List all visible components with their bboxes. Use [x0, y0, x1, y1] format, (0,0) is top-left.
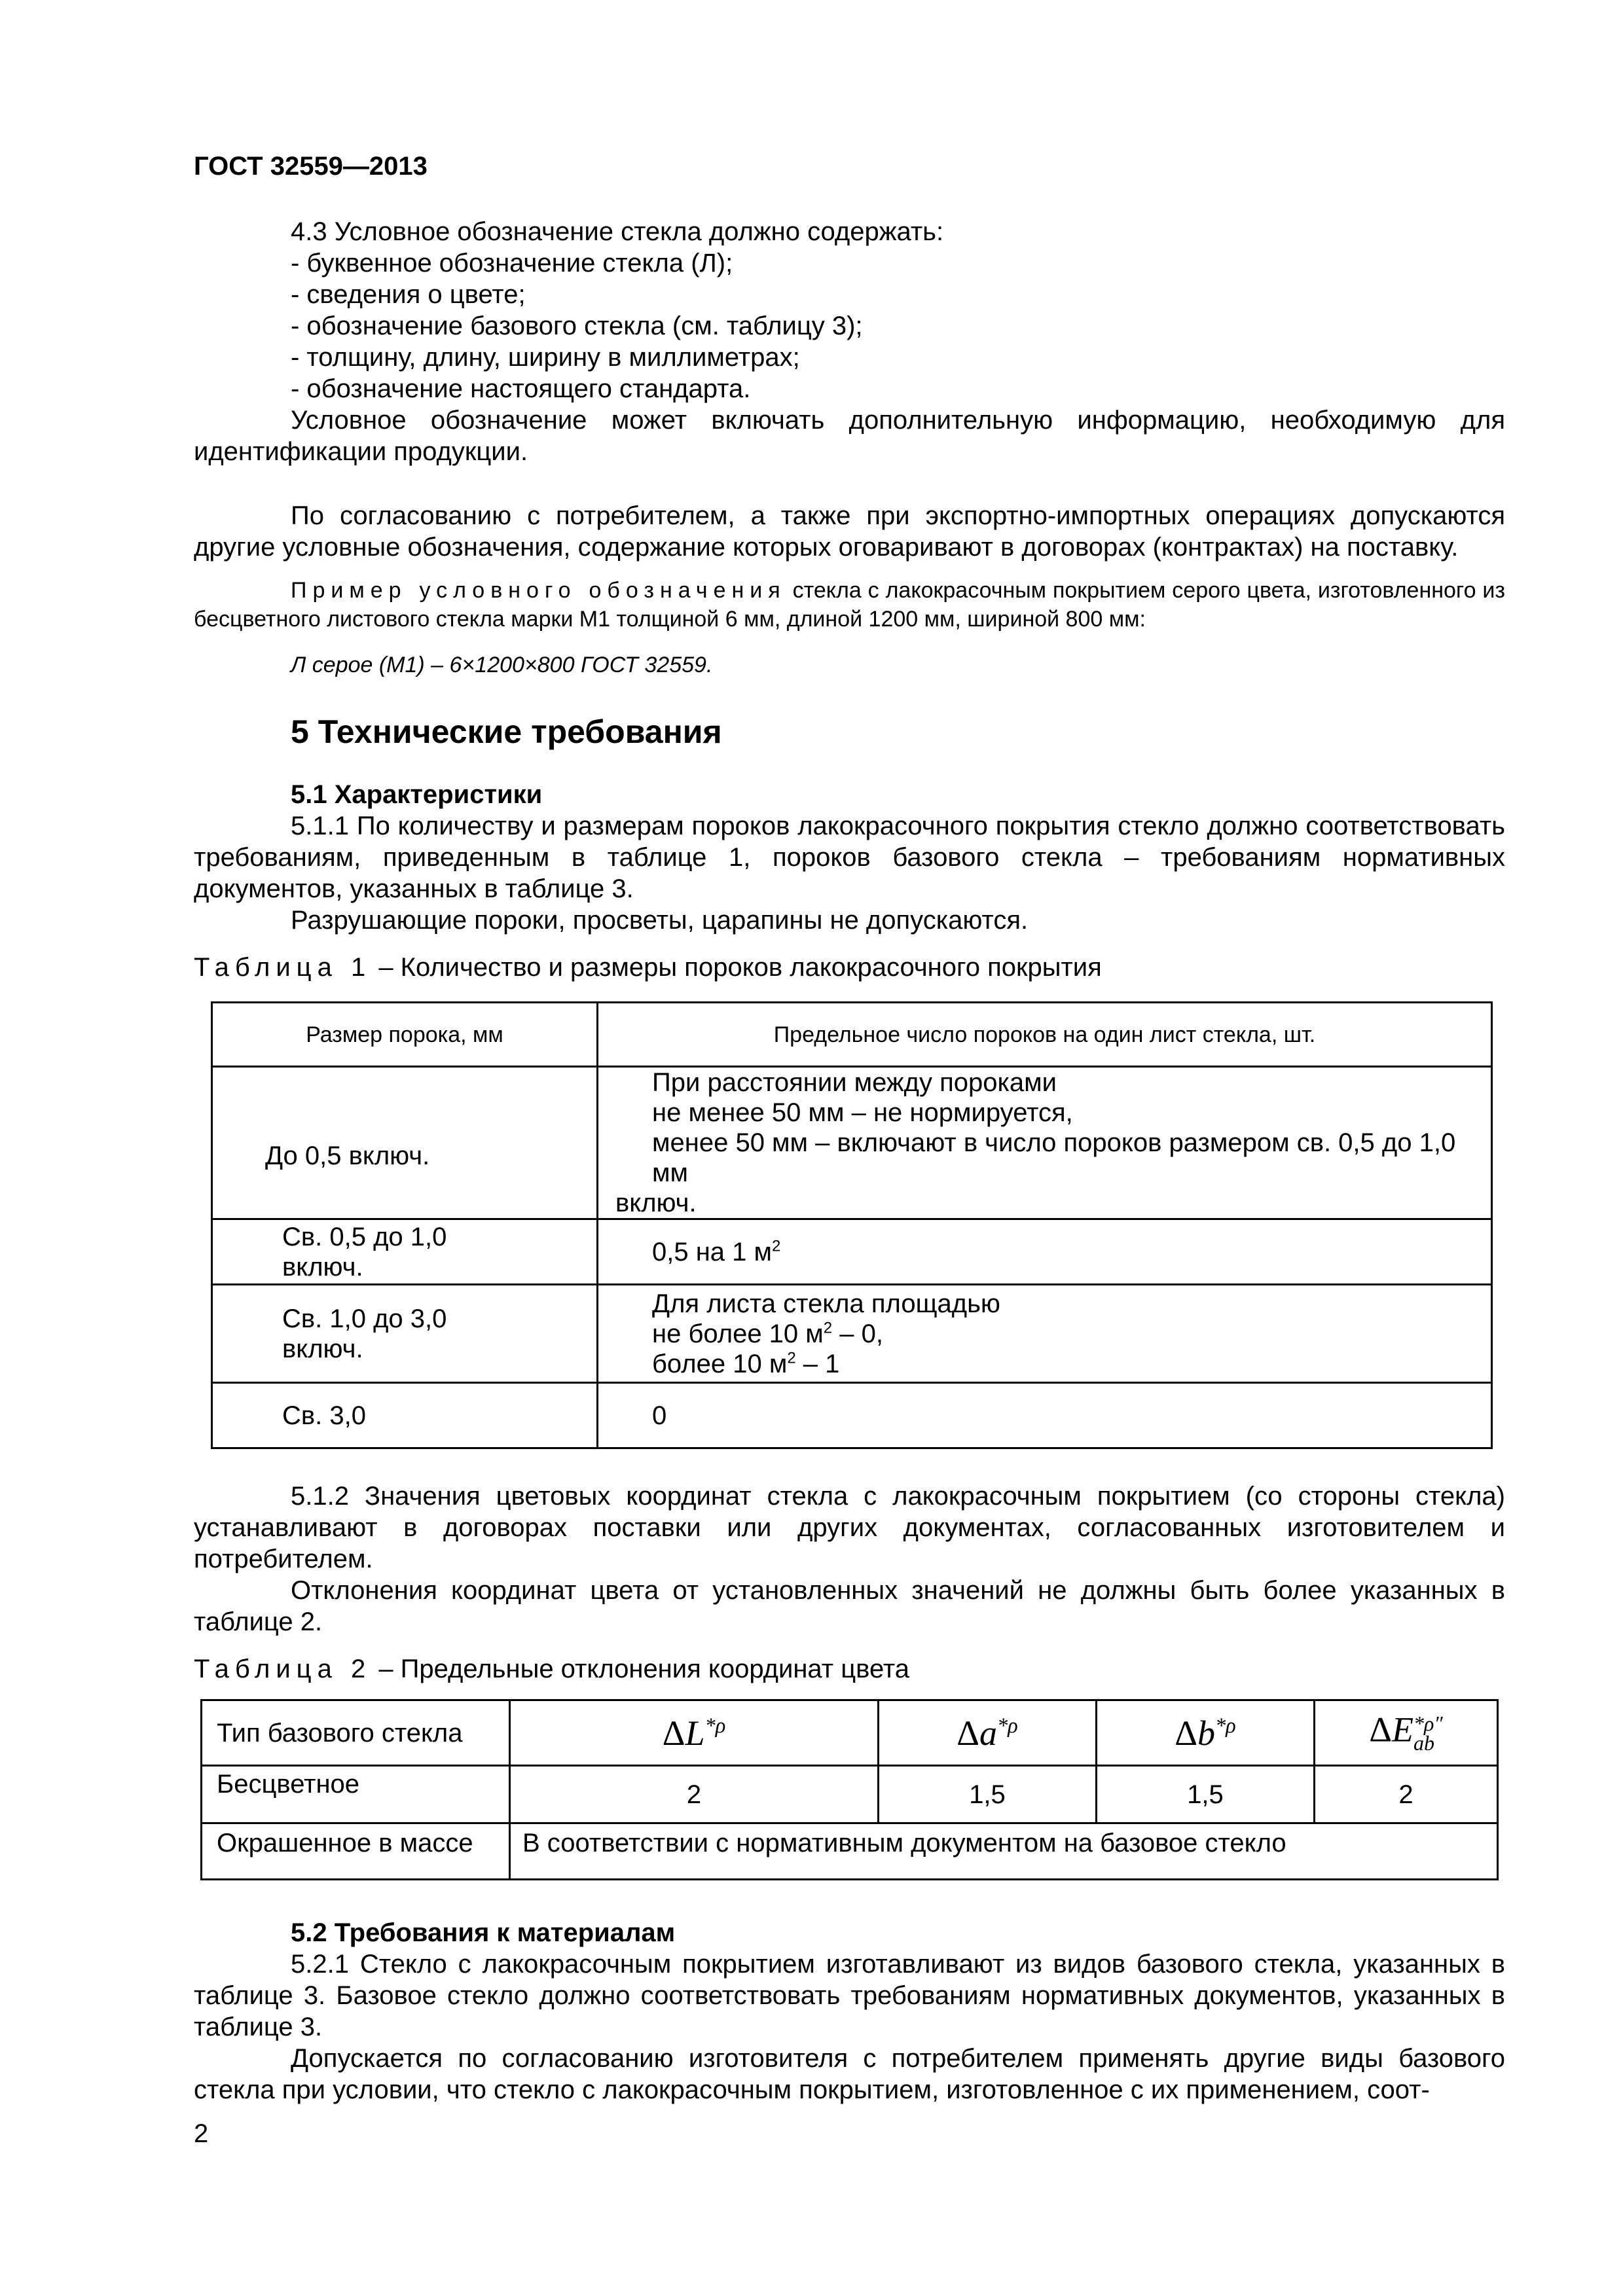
example-note [194, 576, 1505, 634]
document-code: ГОСТ 32559—2013 [194, 152, 428, 181]
paragraph-4-3-intro: 4.3 Условное обозначение стекла должно содержать: [291, 217, 944, 246]
cell-line: менее 50 мм – включают в число пороков размером св. 0,5 до 1,0 мм [652, 1128, 1456, 1187]
table-cell: До 0,5 включ. [212, 1067, 598, 1219]
table-row [202, 1766, 1498, 1823]
table-cell [598, 1285, 1492, 1383]
delta-symbol: Δ [1369, 1709, 1393, 1749]
table-cell [212, 1285, 598, 1383]
table-2-col1-header: Тип базового стекла [202, 1700, 510, 1766]
superscript: *ρ [996, 1713, 1018, 1738]
cell-text: Св. 1,0 до 3,0 включ. [282, 1304, 447, 1363]
table-cell: Бесцветное [202, 1766, 510, 1823]
superscript: 2 [772, 1237, 781, 1255]
table-cell: 0 [598, 1383, 1492, 1448]
delta-symbol: Δ [957, 1713, 979, 1753]
superscript: *ρ [1214, 1713, 1236, 1738]
cell-text: не более 10 м [652, 1319, 824, 1348]
cell-text: Св. 0,5 до 1,0 включ. [282, 1222, 447, 1282]
cell-line [652, 1319, 1491, 1349]
paragraph-agreement: По согласованию с потребителем, а также при экспортно-импортных операциях допускаются другие условные обозначения, содержание которых оговаривают в договорах (контрактах) на поставку. [194, 501, 1505, 562]
table-2-label: Таблица 2 [194, 1655, 372, 1683]
example-designation: Л серое (М1) – 6×1200×800 ГОСТ 32559. [291, 653, 713, 677]
paragraph-additional-info: Условное обозначение может включать дополнительную информацию, необходимую для идентификации продукции. [194, 406, 1505, 466]
table-1-col2-header: Предельное число пороков на один лист стекла, шт. [598, 1003, 1492, 1067]
table-cell: 2 [1315, 1766, 1498, 1823]
superscript: 2 [823, 1319, 833, 1337]
table-row [212, 1219, 1492, 1285]
cell-line: включ. [615, 1189, 697, 1217]
table-row [212, 1285, 1492, 1383]
paragraph-5-2-1-b: Допускается по согласованию изготовителя с потребителем применять другие виды базового стекла при условии, что стекло с лакокрасочным покрытием, изготовленное с их применением, соот- [194, 2044, 1505, 2104]
cell-line [652, 1349, 1491, 1379]
table-row [212, 1067, 1492, 1219]
paragraph-5-2-1: 5.2.1 Стекло с лакокрасочным покрытием изготавливают из видов базового стекла, указанных в таблице 3. Базовое стекло должно соответствовать требованиям нормативных документов, указанных в таблице 3. [194, 1950, 1505, 2041]
paragraph-5-1-2: 5.1.2 Значения цветовых координат стекла с лакокрасочным покрытием (со стороны стекла) устанавливают в договорах поставки или других документах, согласованных изготовителем и потребителем. [194, 1482, 1505, 1573]
table-cell [212, 1219, 598, 1285]
table-cell [598, 1219, 1492, 1285]
list-item: - сведения о цвете; [291, 280, 526, 309]
cell-line: При расстоянии между пороками [652, 1068, 1057, 1097]
table-cell: В соответствии с нормативным документом на базовое стекло [510, 1823, 1498, 1880]
superscript: *ρ [704, 1713, 726, 1738]
table-2 [200, 1699, 1499, 1880]
paragraph-5-1-2-b: Отклонения координат цвета от установленных значений не должны быть более указанных в таблице 2. [194, 1576, 1505, 1636]
cell-text: – 0, [832, 1319, 883, 1348]
table-cell: 1,5 [879, 1766, 1097, 1823]
table-cell: 1,5 [1097, 1766, 1315, 1823]
table-cell: 2 [510, 1766, 879, 1823]
list-item: - обозначение базового стекла (см. таблицу 3); [291, 312, 863, 340]
table-1-label: Таблица 1 [194, 953, 372, 982]
symbol-text: L [685, 1713, 705, 1753]
delta-symbol: Δ [1175, 1713, 1197, 1753]
section-5-title: 5 Технические требования [291, 713, 722, 750]
table-2-title: – Предельные отклонения координат цвета [371, 1655, 909, 1683]
page-number: 2 [194, 2119, 209, 2148]
subscript: ab [1413, 1731, 1435, 1755]
cell-text: более 10 м [652, 1349, 788, 1378]
section-5-1-title: 5.1 Характеристики [291, 780, 543, 809]
table-header-row [202, 1700, 1498, 1766]
paragraph-5-1-1: 5.1.1 По количеству и размерам пороков лакокрасочного покрытия стекло должно соответствовать требованиям, приведенным в таблице 1, пороков базового стекла – требованиям нормативных документов, указанных в таблице 3. [194, 812, 1505, 903]
table-1-col1-header: Размер порока, мм [212, 1003, 598, 1067]
list-item: - толщину, длину, ширину в миллиметрах; [291, 343, 800, 372]
table-cell: Окрашенное в массе [202, 1823, 510, 1880]
symbol-text: b [1197, 1713, 1215, 1753]
table-cell [598, 1067, 1492, 1219]
symbol-text: E [1392, 1709, 1414, 1749]
table-2-caption [194, 1653, 1505, 1685]
superscript: 2 [787, 1349, 796, 1367]
example-label: Пример условного обозначения [291, 578, 786, 603]
delta-l-header [510, 1700, 879, 1766]
delta-e-header [1315, 1700, 1498, 1766]
paragraph-5-1-1-b: Разрушающие пороки, просветы, царапины не допускаются. [291, 906, 1029, 935]
table-1-caption [194, 952, 1505, 983]
delta-b-header [1097, 1700, 1315, 1766]
table-header-row [212, 1003, 1492, 1067]
cell-line: Для листа стекла площадью [652, 1289, 1000, 1318]
list-item: - буквенное обозначение стекла (Л); [291, 249, 733, 278]
section-5-2-title: 5.2 Требования к материалам [291, 1918, 676, 1947]
table-row [212, 1383, 1492, 1448]
table-1 [211, 1001, 1493, 1449]
cell-text: – 1 [795, 1349, 840, 1378]
delta-symbol: Δ [662, 1713, 685, 1753]
page-content [194, 216, 1505, 2106]
cell-line: не менее 50 мм – не нормируется, [652, 1098, 1073, 1127]
superscript: *ρ″ [1413, 1711, 1443, 1735]
table-1-title: – Количество и размеры пороков лакокрасочного покрытия [371, 953, 1102, 982]
table-cell: Св. 3,0 [212, 1383, 598, 1448]
cell-text: 0,5 на 1 м [652, 1237, 773, 1266]
list-item: - обозначение настоящего стандарта. [291, 374, 751, 403]
table-row [202, 1823, 1498, 1880]
symbol-text: a [979, 1713, 997, 1753]
example-text: стекла с лакокрасочным покрытием серого цвета, изготовленного из бесцветного листового стекла марки М1 толщиной 6 мм, длиной 1200 мм, шириной 800 мм: [194, 578, 1505, 632]
delta-a-header [879, 1700, 1097, 1766]
